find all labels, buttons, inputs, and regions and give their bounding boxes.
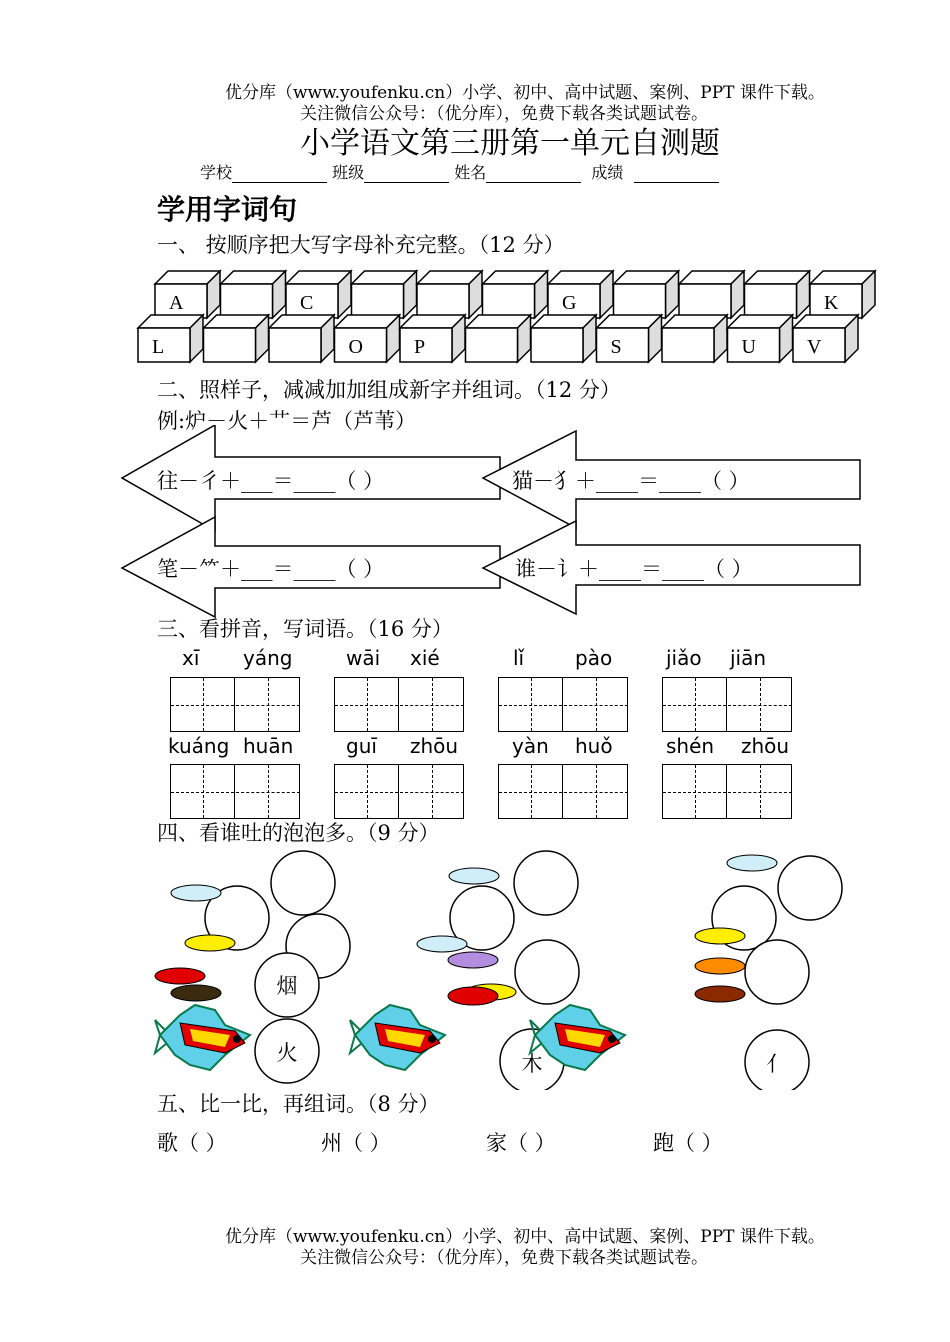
q4-title: 四、看谁吐的泡泡多。（9 分） xyxy=(157,821,440,845)
cube-letter: O xyxy=(348,336,363,358)
cube-letter: K xyxy=(824,292,839,314)
writing-grid[interactable] xyxy=(170,677,300,732)
pinyin: pào xyxy=(575,646,613,670)
class-label: 班级 xyxy=(332,163,365,182)
letter-cube-U xyxy=(728,315,793,362)
q5-item-3[interactable]: 家（ ） xyxy=(486,1131,556,1155)
letter-cube-blank[interactable] xyxy=(466,315,531,362)
writing-grid[interactable] xyxy=(498,764,628,819)
pinyin: yàn xyxy=(512,734,549,758)
letter-cube-O xyxy=(335,315,400,362)
q2-item-3[interactable]: 笔－⺮＋___＝____（ ） xyxy=(157,557,385,581)
footer-line-2: 关注微信公众号：（优分库），免费下载各类试题试卷。 xyxy=(300,1248,708,1268)
footer-line-1: 优分库（www.youfenku.cn）小学、初中、高中试题、案例、PPT 课件下载。 xyxy=(225,1227,825,1247)
q3-title: 三、看拼音，写词语。（16 分） xyxy=(157,617,453,641)
cube-letter: G xyxy=(562,292,577,314)
bubble-char-2: 火 xyxy=(276,1041,298,1065)
writing-grid[interactable] xyxy=(334,764,464,819)
pinyin: guī xyxy=(346,734,377,758)
cube-letter: C xyxy=(300,292,314,314)
section-heading: 学用字词句 xyxy=(157,193,298,226)
letter-cube-blank[interactable] xyxy=(745,271,810,318)
cube-letter: U xyxy=(741,336,756,358)
fish-icon xyxy=(350,1005,445,1070)
bubble-char-4: 亻 xyxy=(766,1052,788,1076)
letter-cube-V xyxy=(793,315,858,362)
letter-cube-blank[interactable] xyxy=(531,315,596,362)
q2-item-2[interactable]: 猫－犭＋____＝____（ ） xyxy=(512,469,750,493)
pinyin: huǒ xyxy=(575,734,613,758)
bubble-char-1: 烟 xyxy=(276,974,298,998)
header-line-2: 关注微信公众号：（优分库），免费下载各类试题试卷。 xyxy=(300,104,708,124)
letter-cube-blank[interactable] xyxy=(221,271,286,318)
letter-cube-blank[interactable] xyxy=(662,315,727,362)
score-field[interactable] xyxy=(634,166,719,183)
class-field[interactable] xyxy=(364,166,449,183)
school-field[interactable] xyxy=(232,166,327,183)
letter-cube-blank[interactable] xyxy=(679,271,744,318)
pinyin: kuáng xyxy=(168,734,230,758)
letter-cube-blank[interactable] xyxy=(614,271,679,318)
pinyin: xié xyxy=(410,646,440,670)
pinyin: zhōu xyxy=(410,734,459,758)
q5-item-1[interactable]: 歌（ ） xyxy=(157,1131,227,1155)
writing-grid[interactable] xyxy=(662,764,792,819)
fish-icon xyxy=(155,1005,250,1070)
writing-grid[interactable] xyxy=(662,677,792,732)
letter-cube-blank[interactable] xyxy=(352,271,417,318)
header-line-1: 优分库（www.youfenku.cn）小学、初中、高中试题、案例、PPT 课件下载。 xyxy=(225,83,825,103)
letter-cube-blank[interactable] xyxy=(269,315,334,362)
arrow-shapes xyxy=(110,425,880,625)
q2-title: 二、照样子，减减加加组成新字并组词。（12 分） xyxy=(157,378,621,402)
writing-grid[interactable] xyxy=(170,764,300,819)
letter-cube-P xyxy=(400,315,465,362)
letter-cube-blank[interactable] xyxy=(204,315,269,362)
cube-letter: P xyxy=(414,336,426,358)
q5-title: 五、比一比，再组词。（8 分） xyxy=(157,1092,440,1116)
bubble-char-3: 木 xyxy=(521,1052,543,1076)
pinyin: zhōu xyxy=(741,734,790,758)
writing-grid[interactable] xyxy=(498,677,628,732)
letter-cube-L xyxy=(138,315,203,362)
letter-cube-G xyxy=(548,271,613,318)
letter-cube-S xyxy=(597,315,662,362)
writing-grid[interactable] xyxy=(334,677,464,732)
letter-cube-K xyxy=(810,271,875,318)
cube-letter: S xyxy=(610,336,622,358)
pinyin: jiān xyxy=(730,646,767,670)
bubbles-illustration xyxy=(140,845,860,1090)
pinyin: huān xyxy=(243,734,294,758)
cube-letter: V xyxy=(807,336,822,358)
page-title: 小学语文第三册第一单元自测题 xyxy=(300,126,720,161)
letter-cube-C xyxy=(286,271,351,318)
pinyin: yáng xyxy=(243,646,293,670)
letter-cube-A xyxy=(155,271,220,318)
letter-cube-blank[interactable] xyxy=(483,271,548,318)
q2-example: 例:炉－火＋艹＝芦（芦苇） xyxy=(157,409,417,433)
pinyin: jiǎo xyxy=(666,646,702,670)
name-field[interactable] xyxy=(486,166,581,183)
q2-item-1[interactable]: 往－彳＋___＝____（ ） xyxy=(157,469,385,493)
letter-cubes xyxy=(130,265,890,375)
school-label: 学校 xyxy=(200,163,233,182)
pinyin: lǐ xyxy=(513,646,525,670)
q2-item-4[interactable]: 谁－讠＋____＝____（ ） xyxy=(515,557,753,581)
cube-letter: L xyxy=(152,336,165,358)
q5-item-4[interactable]: 跑（ ） xyxy=(653,1131,723,1155)
pinyin: shén xyxy=(666,734,715,758)
letter-cube-blank[interactable] xyxy=(417,271,482,318)
score-label: 成绩 xyxy=(591,163,624,182)
name-label: 姓名 xyxy=(454,163,487,182)
q1-title: 一、 按顺序把大写字母补充完整。（12 分） xyxy=(157,233,565,257)
student-info-row xyxy=(200,160,719,183)
cube-letter: A xyxy=(169,292,184,314)
pinyin: wāi xyxy=(346,646,381,670)
q5-item-2[interactable]: 州（ ） xyxy=(321,1131,391,1155)
pinyin: xī xyxy=(182,646,200,670)
